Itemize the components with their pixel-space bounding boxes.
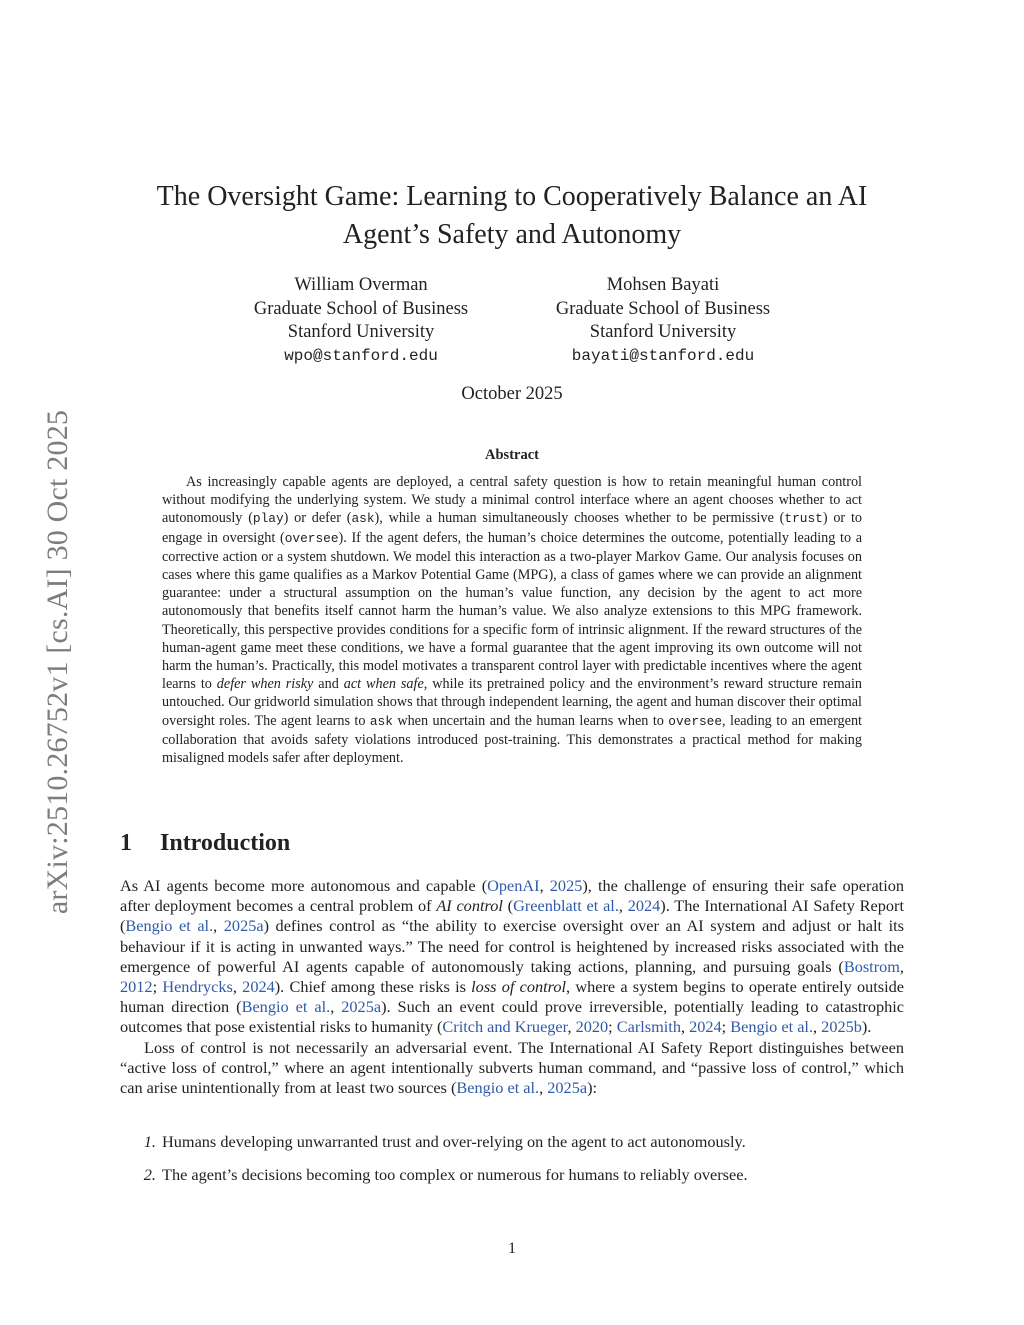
author-affiliation: Graduate School of Business	[555, 298, 771, 319]
introduction-body	[120, 876, 904, 1098]
author-email: bayati@stanford.edu	[571, 346, 755, 365]
citation-link[interactable]: 2024	[627, 896, 661, 916]
page-number: 1	[508, 1240, 516, 1257]
citation-link[interactable]: 2020	[575, 1017, 609, 1037]
citation-link[interactable]: 2024	[689, 1017, 722, 1037]
list-item-text: Humans developing unwarranted trust and over-relying on the agent to act autonomously.	[162, 1132, 746, 1151]
author-institution: Stanford University	[589, 322, 737, 342]
citation-link[interactable]: 2024	[242, 977, 275, 997]
list-item	[120, 1132, 904, 1152]
list-item	[120, 1165, 904, 1185]
citation-link[interactable]: OpenAI	[487, 876, 540, 895]
paragraph-1: As AI agents become more autonomous and capable (OpenAI, 2025), the challenge of ensuring their safe operation after deployment becomes a central problem of AI control (Greenblatt et al., 2024). The International AI Safety Report (Bengio et al., 2025a) defines control as “the ability to exercise oversight over an AI system and adjust or halt its behaviour if it is acting in unwanted ways.” The need for control is heightened by increased risks associated with the emergence of powerful AI agents capable of autonomously taking actions, planning, and pursuing goals (Bostrom, 2012; Hendrycks, 2024). Chief among these risks is loss of control, where a system begins to operate entirely outside human direction (Bengio et al., 2025a). Such an event could prove irreversible, potentially leading to catastrophic outcomes that pose existential risks to humanity (Critch and Krueger, 2020; Carlsmith, 2024; Bengio et al., 2025b).	[120, 876, 905, 1037]
citation-link[interactable]: Bengio et al.	[241, 997, 331, 1017]
citation-link[interactable]: Carlsmith	[616, 1017, 681, 1037]
citation-link[interactable]: Bengio et al.	[125, 916, 214, 936]
citation-link[interactable]: 2025b	[821, 1017, 862, 1037]
list-marker: 2.	[143, 1165, 156, 1184]
author-affiliation: Graduate School of Business	[253, 298, 469, 319]
citation-link[interactable]: Critch and Krueger	[442, 1017, 568, 1037]
arxiv-identifier-stamp: arXiv:2510.26752v1 [cs.AI] 30 Oct 2025	[41, 409, 74, 915]
section-number: 1	[120, 830, 132, 856]
publication-date: October 2025	[461, 384, 563, 404]
citation-link[interactable]: Hendrycks	[162, 977, 233, 997]
abstract-body: As increasingly capable agents are deployed, a central safety question is how to retain meaningful human control without modifying the underlying system. We study a minimal control interface where an agent chooses whether to act autonomously (play) or defer (ask), while a human simultaneously chooses whether to be permissive (trust) or to engage in oversight (oversee). If the agent defers, the human’s choice determines the outcome, potentially leading to a corrective action or a system shutdown. We model this interaction as a two-player Markov Game. Our analysis focuses on cases where this game qualifies as a Markov Potential Game (MPG), a class of games where we can provide an alignment guarantee: under a structural assumption on the human’s value function, any decision by the agent to act more autonomously that benefits itself cannot harm the human’s value. We also analyze extensions to this MPG framework. Theoretically, this perspective provides conditions for a specific form of intrinsic alignment. If the reward structures of the human-agent game meet these conditions, we have a formal guarantee that the agent improving its own outcome will not harm the human’s. Practically, this model motivates a transparent control layer with predictable incentives where the agent learns to defer when risky and act when safe, while its pretrained policy and the environment’s reward structure remain untouched. Our gridworld simulation shows that through independent learning, the agent and human discover their optimal oversight roles. The agent learns to ask when uncertain and the human learns when to oversee, leading to an emergent collaboration that avoids safety violations introduced post-training. This demonstrates a practical method for making misaligned models safer after deployment.	[162, 474, 863, 767]
list-marker: 1.	[143, 1132, 156, 1151]
citation-link[interactable]: Bengio et al.	[456, 1078, 540, 1098]
citation-link[interactable]: 2025a	[341, 997, 382, 1017]
paper-title: The Oversight Game: Learning to Cooperatively Balance an AI Agent’s Safety and Autonomy	[156, 181, 868, 250]
citation-link[interactable]: Greenblatt et al.	[513, 896, 619, 916]
list-item-text: The agent’s decisions becoming too complex or numerous for humans to reliably oversee.	[162, 1165, 748, 1184]
citation-link[interactable]: 2025	[549, 876, 583, 895]
code-play: play	[252, 511, 284, 527]
author-email: wpo@stanford.edu	[284, 346, 438, 365]
code-trust: trust	[784, 511, 823, 527]
citation-link[interactable]: Bostrom	[843, 956, 900, 976]
code-oversee: oversee	[284, 530, 339, 546]
code-oversee: oversee	[668, 713, 723, 729]
emphasis-act: act when safe	[343, 676, 424, 693]
code-ask: ask	[369, 713, 393, 729]
author-block-1	[236, 274, 486, 368]
citation-link[interactable]: Bengio et al.	[730, 1017, 814, 1037]
emphasis-defer: defer when risky	[216, 676, 314, 693]
author-institution: Stanford University	[287, 322, 435, 342]
abstract-heading: Abstract	[485, 447, 539, 463]
citation-link[interactable]: 2012	[120, 977, 153, 997]
section-title: Introduction	[160, 830, 291, 856]
citation-link[interactable]: 2025a	[547, 1078, 588, 1098]
author-name: Mohsen Bayati	[606, 275, 720, 295]
citation-link[interactable]: 2025a	[223, 916, 264, 936]
code-ask: ask	[351, 511, 375, 527]
author-block-2	[538, 274, 788, 368]
section-heading-introduction	[120, 830, 290, 857]
author-name: William Overman	[294, 275, 428, 295]
paragraph-2: Loss of control is not necessarily an adversarial event. The International AI Safety Report distinguishes between “active loss of control,” where an agent intentionally subverts human command, and “passive loss of control,” which can arise unintentionally from at least two sources (Bengio et al., 2025a):	[120, 1037, 904, 1098]
